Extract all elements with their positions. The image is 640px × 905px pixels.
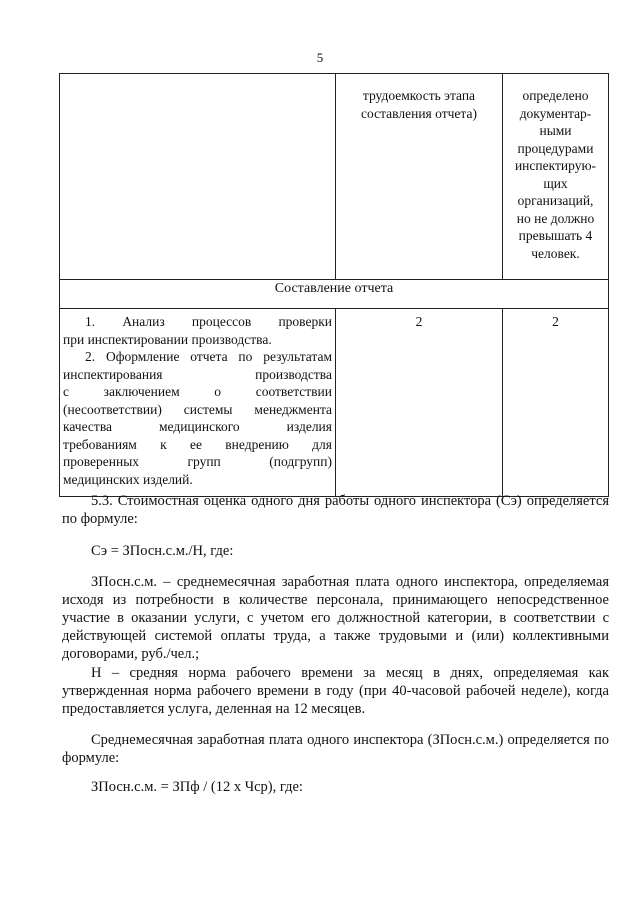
cell-line: человек.: [531, 245, 580, 261]
paragraph-5-3: 5.3. Стоимостная оценка одного дня работы одного инспектора (Сэ) определяется по формуле:: [62, 493, 609, 527]
cell-line: превышать 4: [518, 228, 593, 243]
table-cell-value: 2: [503, 309, 609, 497]
cell-line: проверенных групп (подгрупп): [63, 454, 332, 469]
formula-se: Сэ = ЗПосн.с.м./Н, где:: [91, 543, 234, 559]
page-number: 5: [316, 50, 324, 65]
table-cell-empty: [60, 74, 336, 280]
table-row: [60, 309, 609, 497]
cell-line: качества медицинского изделия: [63, 419, 332, 434]
cell-line: ными: [539, 123, 572, 138]
formula-zp: ЗПосн.с.м. = ЗПф / (12 х Чср), где:: [91, 779, 303, 795]
table-cell-labor-intensity: трудоемкость этапа составления отчета): [336, 74, 503, 280]
cell-line: 1. Анализ процессов проверки: [85, 314, 332, 329]
cell-line: инспектирую-: [514, 158, 597, 173]
cell-line: 2. Оформление отчета по результатам: [85, 349, 332, 364]
cell-line: с заключением о соответствии: [63, 384, 332, 399]
cell-line: щих: [543, 175, 568, 191]
table-cell-value: 2: [336, 309, 503, 497]
paragraph-average-salary: Среднемесячная заработная плата одного инспектора (ЗПосн.с.м.) определяется по формуле:: [62, 732, 609, 766]
table-row: [60, 74, 609, 280]
paragraph-n-definition: Н – средняя норма рабочего времени за месяц в днях, определяемая как утвержденная норма рабочего времени в году (при 40-часовой рабочей неделе), когда предоставляется услуга, деленная на 12 месяцев.: [62, 665, 609, 717]
cell-line: процедурами: [517, 140, 594, 156]
cell-line: инспектирования производства: [63, 366, 332, 382]
paragraph-zp-definition: ЗПосн.с.м. – среднемесячная заработная плата одного инспектора, определяемая исходя из потребности в количестве персонала, принимающего непосредственное участие в оказании услуги, с учетом его должностной категории, в соответствии с действующей системой оплаты труда, а также трудовыми и (или) коллективными договорами, руб./чел.;: [62, 574, 609, 662]
table-cell-stages: [60, 309, 336, 497]
cell-line: (несоответствии) системы менеджмента: [63, 401, 332, 417]
cell-line: медицинских изделий.: [63, 471, 193, 487]
cell-line: при инспектировании производства.: [63, 331, 272, 347]
cell-line: требованиям к ее внедрению для: [63, 436, 332, 452]
section-title: Составление отчета: [60, 280, 609, 309]
cell-line: организаций,: [517, 193, 594, 208]
cost-table: [59, 73, 609, 497]
cell-line: документар-: [519, 105, 592, 121]
table-section-header: [60, 280, 609, 309]
cell-line: определено: [522, 88, 589, 103]
table-cell-staff-limit: [503, 74, 609, 280]
cell-line: но не должно: [516, 210, 595, 226]
